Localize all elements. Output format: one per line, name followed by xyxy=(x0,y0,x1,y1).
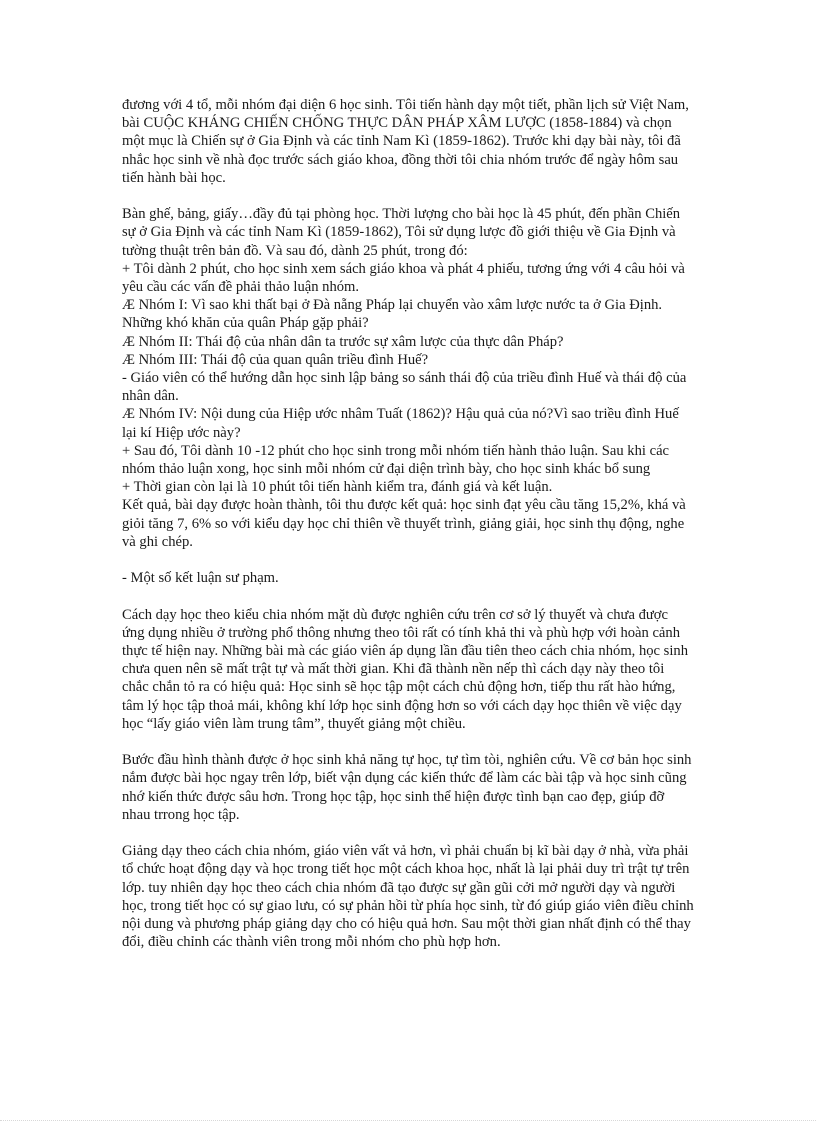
page-bottom-rule xyxy=(0,1120,816,1121)
paragraph-teacher-effort: Giảng dạy theo cách chia nhóm, giáo viên vất vả hơn, vì phải chuẩn bị kĩ bài dạy ở nhà, vừa phải tổ chức hoạt động dạy và học trong tiết học một cách khoa học, nhất là lại phải duy trì trật tự trên lớp. tuy nhiên dạy học theo cách chia nhóm đã tạo được sự gần gũi cởi mở người dạy và người học, trong tiết học có sự giao lưu, có sự phản hồi từ phía học sinh, từ đó giúp giáo viên điều chỉnh nội dung và phương pháp giảng dạy cho có hiệu quả hơn. Sau một thời gian nhất định có thể thay đổi, điều chỉnh các thành viên trong mỗi nhóm cho phù hợp hơn. xyxy=(122,843,694,951)
paragraph-results: Kết quả, bài dạy được hoàn thành, tôi thu được kết quả: học sinh đạt yêu cầu tăng 15,2%, khá và giỏi tăng 7, 6% so với kiểu dạy học chỉ thiên về thuyết trình, giảng giải, học sinh thụ động, nghe và ghi chép. xyxy=(122,497,686,550)
paragraph-method-feasibility: Cách dạy học theo kiểu chia nhóm mặt dù được nghiên cứu trên cơ sở lý thuyết và chưa được ứng dụng nhiều ở trường phổ thông nhưng theo tôi rất có tính khả thi và phù hợp với hoàn cảnh thực tế hiện nay. Những bài mà các giáo viên áp dụng lần đầu tiên theo cách chia nhóm, học sinh chưa quen nên sẽ mất trật tự và mất thời gian. Khi đã thành nền nếp thì cách dạy này theo tôi chắc chắn tỏ ra có hiệu quả: Học sinh sẽ học tập một cách chủ động hơn, tiếp thu rất hào hứng, tâm lý học tập thoả mái, không khí lớp học sinh động hơn so với cách dạy học thiên về việc dạy học “lấy giáo viên làm trung tâm”, thuyết giảng một chiều. xyxy=(122,606,689,732)
blank-line xyxy=(122,733,694,751)
group-4-question: Æ Nhóm IV: Nội dung của Hiệp ước nhâm Tuất (1862)? Hậu quả của nó?Vì sao triều đình Huế lại kí Hiệp ước này? xyxy=(122,406,679,441)
step-distribute-questions: + Tôi dành 2 phút, cho học sinh xem sách giáo khoa và phát 4 phiếu, tương ứng với 4 câu hỏi và yêu cầu các vấn đề phải thảo luận nhóm. xyxy=(122,260,685,296)
blank-line xyxy=(122,551,694,569)
step-assessment: + Thời gian còn lại là 10 phút tôi tiến hành kiểm tra, đánh giá và kết luận. xyxy=(122,479,553,496)
group-1-question: Æ Nhóm I: Vì sao khi thất bại ở Đà nẵng Pháp lại chuyển vào xâm lược nước ta ở Gia Định. Những khó khăn của quân Pháp gặp phải? xyxy=(122,297,663,332)
group-3-question: Æ Nhóm III: Thái độ của quan quân triều đình Huế? xyxy=(122,351,429,368)
blank-line xyxy=(122,587,694,605)
paragraph-intro: đương với 4 tổ, mỗi nhóm đại diện 6 học sinh. Tôi tiến hành dạy một tiết, phần lịch sử Việt Nam, bài CUỘC KHÁNG CHIẾN CHỐNG THỰC DÂN PHÁP XÂM LƯỢC (1858-1884) và chọn một mục là Chiến sự ở Gia Định và các tỉnh Nam Kì (1859-1862). Trước khi dạy bài này, tôi đã nhắc học sinh về nhà đọc trước sách giáo khoa, đồng thời tôi chia nhóm trước để ngày hôm sau tiến hành bài học. xyxy=(122,97,689,186)
paragraph-setup: Bàn ghế, bảng, giấy…đầy đủ tại phòng học. Thời lượng cho bài học là 45 phút, đến phần Chiến sự ở Gia Định và các tỉnh Nam Kì (1859-1862), Tôi sử dụng lược đồ giới thiệu về Gia Định và tường thuật trên bản đồ. Và sau đó, dành 25 phút, trong đó: xyxy=(122,206,681,259)
section-heading-conclusions: - Một số kết luận sư phạm. xyxy=(122,570,279,587)
blank-line xyxy=(122,824,694,842)
group-2-question: Æ Nhóm II: Thái độ của nhân dân ta trước sự xâm lược của thực dân Pháp? xyxy=(122,333,564,350)
document-body xyxy=(122,96,694,951)
teacher-guidance: - Giáo viên có thể hướng dẫn học sinh lập bảng so sánh thái độ của triều đình Huế và thái độ của nhân dân. xyxy=(122,370,687,405)
blank-line xyxy=(122,187,694,205)
paragraph-self-learning: Bước đầu hình thành được ở học sinh khả năng tự học, tự tìm tòi, nghiên cứu. Về cơ bản học sinh nắm được bài học ngay trên lớp, biết vận dụng các kiến thức để làm các bài tập và học sinh cũng nhớ kiến thức được sâu hơn. Trong học tập, học sinh thể hiện được tình bạn cao đẹp, giúp đỡ nhau trrong học tập. xyxy=(122,752,692,823)
step-discussion: + Sau đó, Tôi dành 10 -12 phút cho học sinh trong mỗi nhóm tiến hành thảo luận. Sau khi các nhóm thảo luận xong, học sinh mỗi nhóm cử đại diện trình bày, cho học sinh khác bổ sung xyxy=(122,442,670,478)
